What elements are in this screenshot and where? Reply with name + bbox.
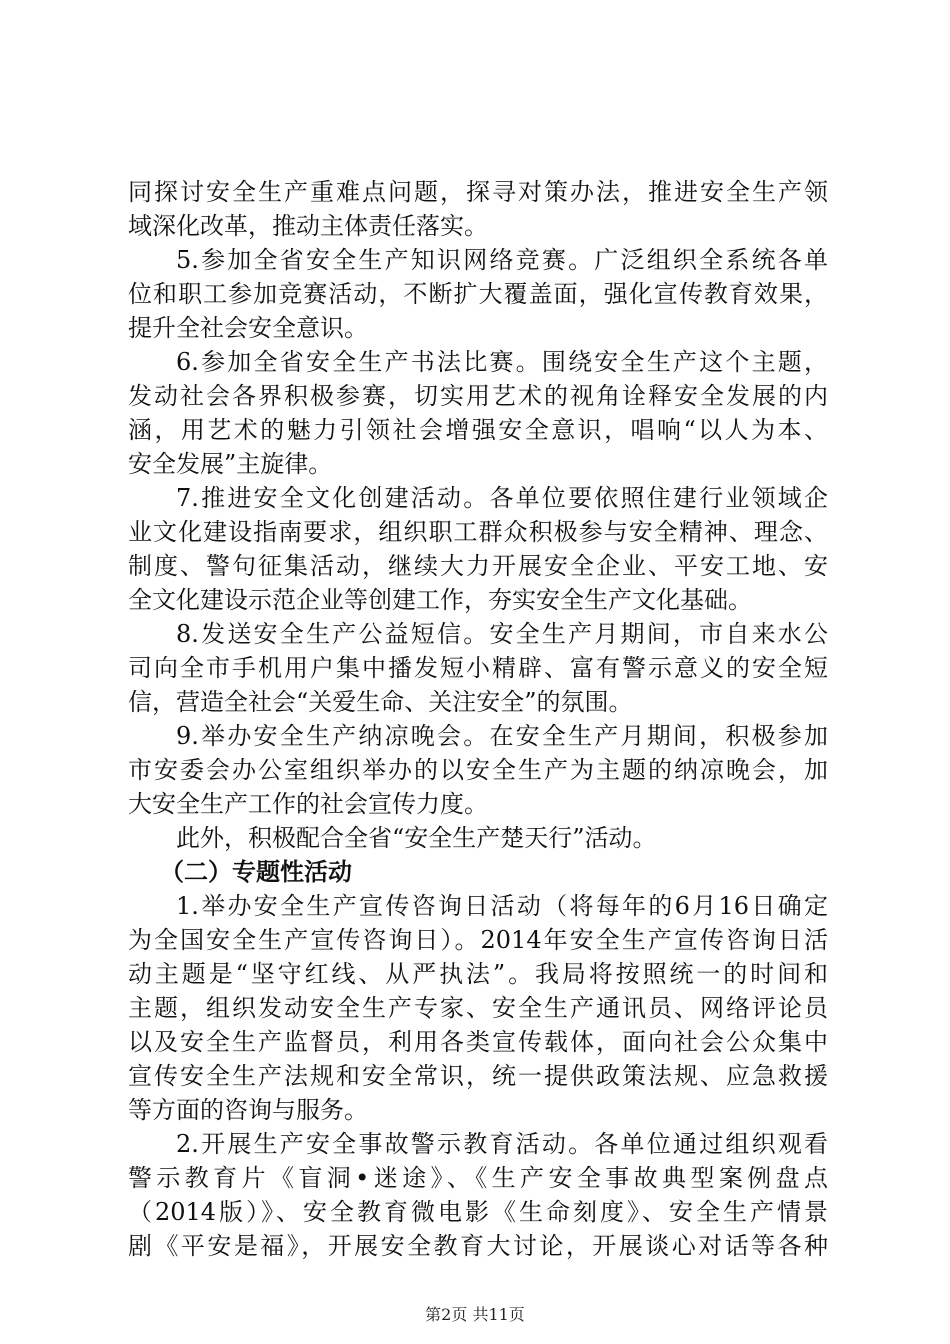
text-line: 域深化改革，推动主体责任落实。 <box>128 212 488 240</box>
text-line: 8.发送安全生产公益短信。安全生产月期间，市自来水公 <box>176 620 828 648</box>
text-line: 6.参加全省安全生产书法比赛。围绕安全生产这个主题， <box>176 348 828 376</box>
text-line: 2.开展生产安全事故警示教育活动。各单位通过组织观看 <box>176 1130 828 1158</box>
text-line: 制度、警句征集活动，继续大力开展安全企业、平安工地、安 <box>128 552 828 580</box>
text-line: 剧《平安是福》，开展安全教育大讨论，开展谈心对话等各种 <box>128 1232 828 1260</box>
text-line: 大安全生产工作的社会宣传力度。 <box>128 790 488 818</box>
text-line: 此外，积极配合全省“安全生产楚天行”活动。 <box>176 824 657 852</box>
text-line: 宣传安全生产法规和安全常识，统一提供政策法规、应急救援 <box>128 1062 828 1090</box>
text-line: 信，营造全社会“关爱生命、关注安全”的氛围。 <box>128 688 633 716</box>
text-line: 为全国安全生产宣传咨询日）。2014年安全生产宣传咨询日活 <box>128 926 828 954</box>
text-line: （2014版）》、安全教育微电影《生命刻度》、安全生产情景 <box>128 1198 828 1226</box>
text-line: 动主题是“坚守红线、从严执法”。我局将按照统一的时间和 <box>128 960 828 988</box>
text-line: 5.参加全省安全生产知识网络竞赛。广泛组织全系统各单 <box>176 246 828 274</box>
text-line: 9.举办安全生产纳凉晚会。在安全生产月期间，积极参加 <box>176 722 828 750</box>
text-line: 等方面的咨询与服务。 <box>128 1096 368 1124</box>
section-heading: （二）专题性活动 <box>160 858 352 886</box>
text-line: 位和职工参加竞赛活动，不断扩大覆盖面，强化宣传教育效果， <box>128 280 828 308</box>
text-line: 司向全市手机用户集中播发短小精辟、富有警示意义的安全短 <box>128 654 828 682</box>
text-line: 业文化建设指南要求，组织职工群众积极参与安全精神、理念、 <box>128 518 828 546</box>
text-line: 市安委会办公室组织举办的以安全生产为主题的纳凉晚会，加 <box>128 756 828 784</box>
text-line: 安全发展”主旋律。 <box>128 450 333 478</box>
text-line: 涵，用艺术的魅力引领社会增强安全意识，唱响“以人为本、 <box>128 416 828 444</box>
text-line: 全文化建设示范企业等创建工作，夯实安全生产文化基础。 <box>128 586 752 614</box>
text-line: 1.举办安全生产宣传咨询日活动（将每年的6月16日确定 <box>176 892 828 920</box>
page-footer: 第2页 共11页 <box>425 1305 525 1324</box>
text-line: 同探讨安全生产重难点问题，探寻对策办法，推进安全生产领 <box>128 178 828 206</box>
text-line: 提升全社会安全意识。 <box>128 314 368 342</box>
text-line: 7.推进安全文化创建活动。各单位要依照住建行业领域企 <box>176 484 828 512</box>
text-line: 发动社会各界积极参赛，切实用艺术的视角诠释安全发展的内 <box>128 382 828 410</box>
text-line: 警示教育片《盲洞•迷途》、《生产安全事故典型案例盘点 <box>128 1164 828 1192</box>
text-line: 主题，组织发动安全生产专家、安全生产通讯员、网络评论员 <box>128 994 828 1022</box>
text-line: 以及安全生产监督员，利用各类宣传载体，面向社会公众集中 <box>128 1028 828 1056</box>
